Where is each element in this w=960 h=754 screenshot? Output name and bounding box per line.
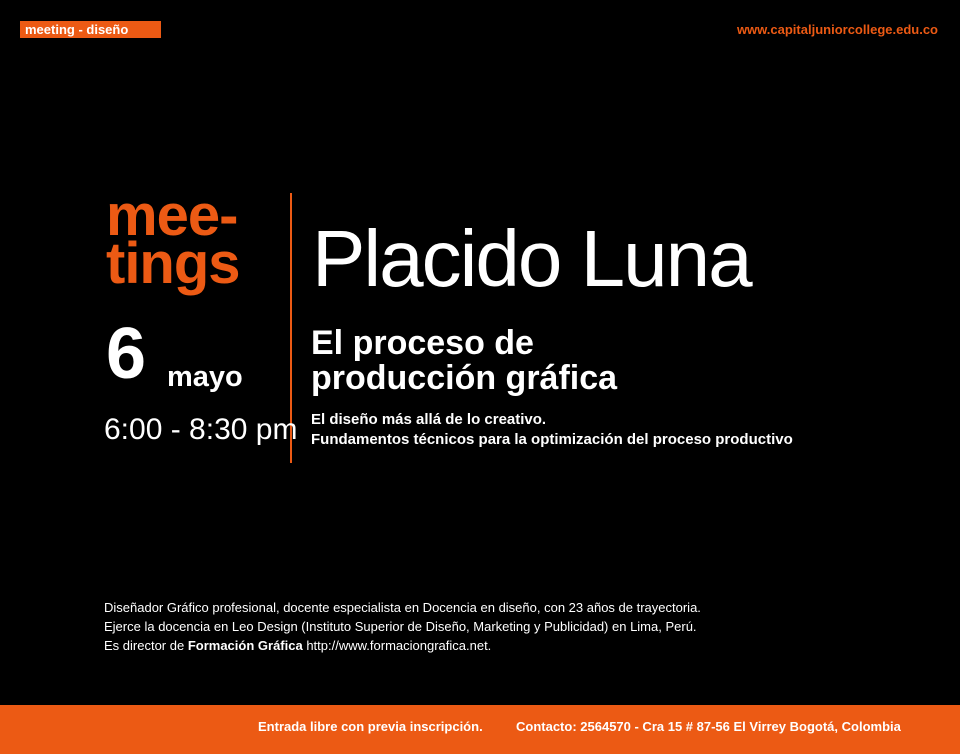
talk-title [311, 326, 617, 396]
logo-line-2: tings [106, 231, 240, 296]
talk-title-line-2: producción gráfica [311, 359, 618, 397]
bio-line-3-prefix: Es director de [104, 638, 185, 653]
event-day: 6 [106, 314, 144, 394]
talk-title-line-1: El proceso de [311, 324, 534, 362]
event-time: 6:00 - 8:30 pm [104, 413, 298, 446]
subtitle-line-2: Fundamentos técnicos para la optimización del proceso productivo [311, 431, 793, 448]
bio-company-url[interactable]: http://www.formaciongrafica.net. [306, 638, 492, 653]
subtitle-line-1: El diseño más allá de lo creativo. [311, 411, 547, 428]
speaker-name: Placido Luna [312, 214, 751, 303]
meetings-logo [106, 183, 240, 296]
footer-entry-note: Entrada libre con previa inscripción. [258, 719, 483, 734]
bio-company-name: Formación Gráfica [187, 638, 303, 653]
footer-contact: Contacto: 2564570 - Cra 15 # 87-56 El Virrey Bogotá, Colombia [516, 719, 901, 734]
website-url[interactable]: www.capitaljuniorcollege.edu.co [736, 22, 938, 37]
bio-line-1: Diseñador Gráfico profesional, docente especialista en Docencia en diseño, con 23 años de trayectoria. [104, 600, 701, 615]
event-month: mayo [167, 361, 243, 393]
talk-subtitle [311, 410, 793, 450]
bio-line-2: Ejerce la docencia en Leo Design (Instituto Superior de Diseño, Marketing y Publicidad) en Lima, Perú. [104, 619, 697, 634]
speaker-bio [104, 598, 701, 655]
category-tag: meeting - diseño [20, 21, 161, 38]
footer-bar [0, 705, 960, 754]
logo-line-1: mee- [106, 183, 238, 248]
bio-line-3 [104, 636, 701, 655]
